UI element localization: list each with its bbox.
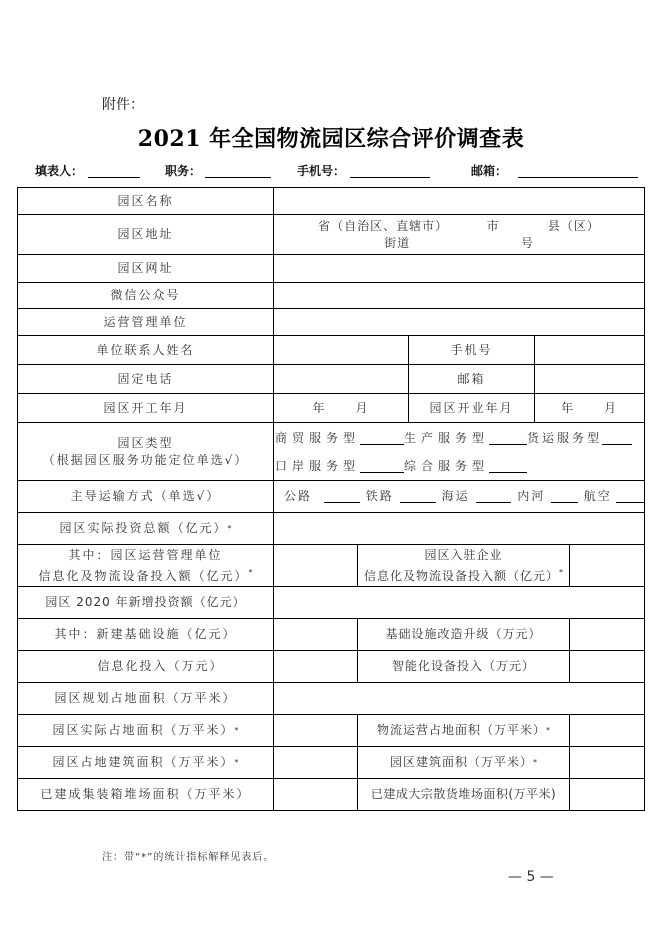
park-type-option-freight: 货运服务型	[527, 430, 603, 445]
smart-equipment-label: 智能化设备投入（万元）	[391, 659, 535, 673]
email-row-label: 邮箱	[457, 371, 486, 386]
it-investment-label: 信息化投入（万元）	[97, 659, 224, 673]
transport-river-blank[interactable]	[551, 490, 577, 503]
asterisk-mark: *	[227, 524, 232, 533]
park-type-option-port: 口岸服务型	[275, 458, 361, 473]
container-yard-label: 已建成集装箱堆场面积（万平米）	[40, 787, 251, 801]
planned-area-label: 园区规划占地面积（万平米）	[54, 691, 237, 705]
transport-option-rail: 铁路	[365, 489, 394, 503]
transport-road-blank[interactable]	[324, 490, 360, 503]
building-footprint-text: 园区占地建筑面积（万平米）	[52, 755, 235, 769]
email-input[interactable]	[518, 177, 638, 178]
it-investment-input[interactable]	[274, 651, 357, 682]
park-name-input[interactable]	[274, 188, 644, 214]
transport-mode-options	[284, 481, 644, 512]
logistics-area-label	[358, 715, 569, 746]
asterisk-mark: *	[559, 567, 563, 577]
address-line-2: 街道 号	[384, 235, 534, 250]
park-type-trade-blank[interactable]	[360, 432, 404, 445]
actual-area-text: 园区实际占地面积（万平米）	[52, 723, 235, 737]
building-area-input[interactable]	[570, 747, 644, 778]
email-row-input[interactable]	[535, 365, 644, 393]
page-number: — 5 —	[508, 869, 554, 885]
tenant-it-investment-label	[358, 545, 569, 586]
transport-air-blank[interactable]	[616, 490, 644, 503]
building-area-label	[358, 747, 569, 778]
table-right-border	[644, 187, 645, 811]
transport-option-air: 航空	[583, 489, 612, 503]
footnote: 注：带“*”的统计指标解释见表后。	[102, 852, 275, 863]
building-area-text: 园区建筑面积（万平米）	[389, 755, 533, 769]
tenant-it-investment-input[interactable]	[570, 545, 644, 586]
mobile-label: 手机号	[450, 342, 493, 357]
asterisk-mark: *	[234, 758, 239, 767]
actual-area-input[interactable]	[274, 715, 357, 746]
asterisk-mark: *	[533, 758, 537, 767]
park-type-comprehensive-blank[interactable]	[489, 460, 527, 473]
tenant-it-line1: 园区入驻企业	[424, 547, 503, 562]
infrastructure-upgrade-input[interactable]	[570, 619, 644, 650]
infrastructure-upgrade-label: 基础设施改造升级（万元）	[385, 627, 542, 641]
operator-it-line1: 其中：园区运营管理单位	[68, 547, 223, 562]
contact-name-label: 单位联系人姓名	[96, 342, 195, 357]
address-line-1: 省（自治区、直辖市） 市 县（区）	[318, 218, 600, 233]
planned-area-input[interactable]	[274, 683, 644, 714]
position-input[interactable]	[205, 177, 271, 178]
operator-label: 运营管理单位	[103, 314, 188, 329]
operator-input[interactable]	[274, 309, 644, 335]
phone-label: 手机号：	[297, 164, 346, 178]
asterisk-mark: *	[546, 726, 550, 735]
phone-input[interactable]	[350, 177, 430, 178]
park-name-label: 园区名称	[117, 193, 174, 208]
bulk-yard-label: 已建成大宗散货堆场面积(万平米)	[370, 787, 557, 801]
park-type-option-trade: 商贸服务型	[275, 430, 361, 445]
construction-start-input[interactable]: 年 月	[312, 400, 370, 415]
bulk-yard-input[interactable]	[570, 779, 644, 810]
park-type-freight-blank[interactable]	[602, 432, 632, 445]
operator-it-investment-label	[18, 545, 273, 586]
mobile-input[interactable]	[535, 336, 644, 364]
smart-equipment-input[interactable]	[570, 651, 644, 682]
wechat-input[interactable]	[274, 283, 644, 308]
park-type-option-comprehensive: 综合服务型	[404, 458, 490, 473]
park-address-label: 园区地址	[117, 227, 174, 241]
opening-date-label: 园区开业年月	[429, 400, 514, 415]
total-investment-label	[18, 513, 273, 544]
container-yard-input[interactable]	[274, 779, 357, 810]
park-type-port-blank[interactable]	[360, 460, 404, 473]
position-label: 职务：	[165, 164, 202, 178]
landline-input[interactable]	[274, 365, 408, 393]
park-type-hint: （根据园区服务功能定位单选√）	[42, 452, 249, 467]
actual-area-label	[18, 715, 273, 746]
building-footprint-label	[18, 747, 273, 778]
new-investment-2020-input[interactable]	[274, 587, 644, 618]
filler-input[interactable]	[88, 177, 140, 178]
park-type-production-blank[interactable]	[489, 432, 527, 445]
total-investment-input[interactable]	[274, 513, 644, 544]
landline-label: 固定电话	[117, 371, 174, 386]
construction-start-label: 园区开工年月	[103, 400, 188, 415]
new-investment-2020-label: 园区 2020 年新增投资额（亿元）	[45, 595, 246, 609]
logistics-area-text: 物流运营占地面积（万平米）	[376, 723, 546, 737]
transport-rail-blank[interactable]	[400, 490, 436, 503]
attachment-label: 附件：	[102, 97, 144, 113]
transport-sea-blank[interactable]	[476, 490, 512, 503]
form-title: 2021 年全国物流园区综合评价调查表	[137, 126, 525, 152]
park-type-options-row2	[275, 456, 645, 476]
new-infrastructure-input[interactable]	[274, 619, 357, 650]
wechat-label: 微信公众号	[110, 288, 181, 302]
operator-it-investment-input[interactable]	[274, 545, 357, 586]
table-bottom-border	[17, 810, 645, 811]
transport-option-river: 内河	[517, 489, 546, 503]
transport-option-sea: 海运	[441, 489, 470, 503]
park-address-input[interactable]	[274, 215, 644, 254]
transport-option-road: 公路	[284, 489, 313, 503]
tenant-it-line2: 信息化及物流设备投入额（亿元）	[363, 568, 559, 583]
park-type-title: 园区类型	[117, 435, 174, 450]
opening-date-input[interactable]: 年 月	[560, 400, 619, 415]
new-infrastructure-label: 其中：新建基础设施（亿元）	[54, 627, 237, 641]
park-website-input[interactable]	[274, 255, 644, 282]
asterisk-mark: *	[248, 567, 253, 577]
asterisk-mark: *	[234, 726, 239, 735]
contact-name-input[interactable]	[274, 336, 408, 364]
building-footprint-input[interactable]	[274, 747, 357, 778]
email-label: 邮箱：	[471, 164, 508, 178]
park-type-options-row1	[275, 428, 645, 448]
transport-mode-label: 主导运输方式（单选√）	[70, 489, 221, 503]
park-website-label: 园区网址	[117, 261, 174, 275]
park-type-option-production: 生产服务型	[404, 430, 490, 445]
logistics-area-input[interactable]	[570, 715, 644, 746]
total-investment-text: 园区实际投资总额（亿元）	[59, 521, 228, 535]
operator-it-line2: 信息化及物流设备投入额（亿元）	[38, 568, 249, 583]
park-type-label	[18, 423, 273, 480]
filler-label: 填表人：	[35, 164, 84, 178]
